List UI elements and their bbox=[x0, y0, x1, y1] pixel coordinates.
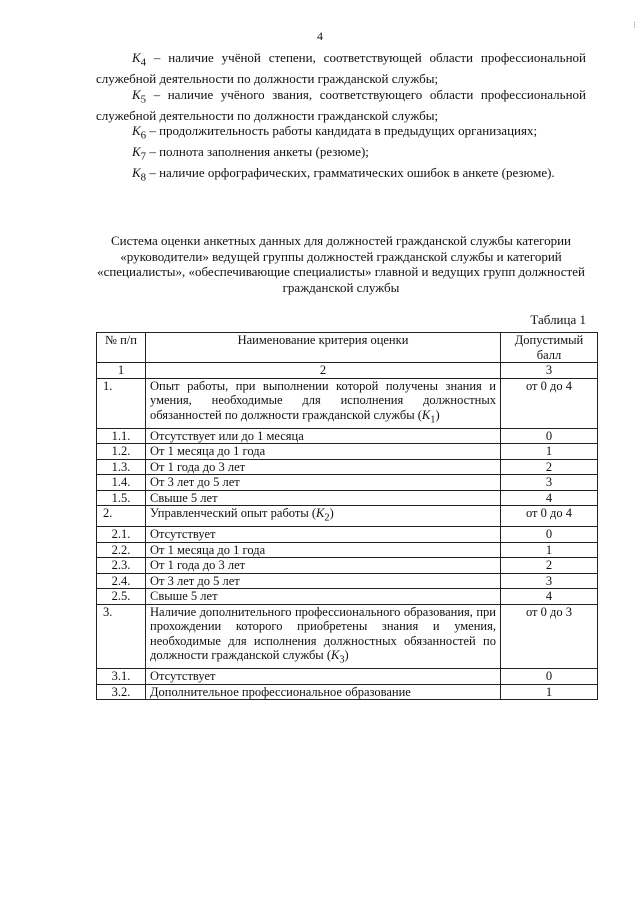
criterion-text: Наличие дополнительного профессионального образования, при прохождении которого приобретены знания и умения, необходимые для исполнения должностных обязанностей по должности гражданской службы ( bbox=[150, 604, 496, 662]
criteria-item bbox=[96, 165, 586, 186]
criteria-text: – наличие учёного звания, соответствующего области профессиональной служебной деятельности по должности гражданской службы; bbox=[96, 86, 586, 123]
table-row bbox=[97, 589, 598, 605]
criterion-text: От 1 года до 3 лет bbox=[150, 459, 246, 474]
row-score: 4 bbox=[501, 589, 598, 605]
table-row bbox=[97, 475, 598, 491]
row-number: 1.3. bbox=[97, 459, 146, 475]
row-criterion bbox=[146, 378, 501, 428]
criteria-text: – наличие учёной степени, соответствующей области профессиональной служебной деятельности по должности гражданской службы; bbox=[96, 50, 586, 87]
criteria-subscript: 6 bbox=[140, 129, 147, 142]
table-index-row bbox=[97, 363, 598, 379]
criterion-text: Отсутствует bbox=[150, 527, 216, 541]
row-number: 2.2. bbox=[97, 542, 146, 558]
table-row bbox=[97, 669, 598, 685]
row-criterion bbox=[146, 527, 501, 543]
criterion-tail: ) bbox=[344, 648, 349, 662]
row-score: 1 bbox=[501, 542, 598, 558]
row-score: 0 bbox=[501, 669, 598, 685]
criteria-subscript: 8 bbox=[140, 171, 147, 184]
row-number: 2.1. bbox=[97, 527, 146, 543]
row-criterion bbox=[146, 573, 501, 589]
row-score: 2 bbox=[501, 558, 598, 574]
row-number: 2. bbox=[97, 506, 146, 527]
criterion-text: От 1 месяца до 1 года bbox=[150, 444, 266, 458]
row-score: от 0 до 4 bbox=[501, 378, 598, 428]
row-number: 1.1. bbox=[97, 428, 146, 444]
criteria-symbol: K bbox=[132, 165, 141, 181]
table-row bbox=[97, 378, 598, 428]
row-criterion bbox=[146, 475, 501, 491]
table-header-row bbox=[97, 333, 598, 363]
table-row bbox=[97, 604, 598, 669]
table-row bbox=[97, 558, 598, 574]
criteria-item bbox=[96, 123, 586, 144]
header-score: Допустимый балл bbox=[501, 333, 598, 363]
scan-mark: ⁝ bbox=[633, 20, 636, 30]
criteria-text: – полнота заполнения анкеты (резюме); bbox=[146, 144, 369, 160]
table-row bbox=[97, 506, 598, 527]
criterion-text: От 1 месяца до 1 года bbox=[150, 542, 266, 557]
row-criterion bbox=[146, 506, 501, 527]
table-row bbox=[97, 428, 598, 444]
row-score: 0 bbox=[501, 428, 598, 444]
criterion-text: Управленческий опыт работы ( bbox=[150, 506, 317, 520]
criterion-subscript: 2 bbox=[324, 512, 330, 524]
row-criterion bbox=[146, 542, 501, 558]
table-row bbox=[97, 459, 598, 475]
index-score: 3 bbox=[501, 363, 598, 379]
page-number: 4 bbox=[317, 29, 323, 43]
index-name: 2 bbox=[146, 363, 501, 379]
criterion-text: Свыше 5 лет bbox=[150, 589, 218, 603]
row-criterion bbox=[146, 459, 501, 475]
criteria-item bbox=[96, 144, 586, 165]
criteria-subscript: 5 bbox=[140, 93, 147, 106]
row-number: 3. bbox=[97, 604, 146, 669]
criteria-list bbox=[96, 50, 586, 186]
header-name: Наименование критерия оценки bbox=[146, 333, 501, 363]
criterion-text: Отсутствует или до 1 месяца bbox=[150, 428, 304, 443]
row-score: от 0 до 4 bbox=[501, 506, 598, 527]
criteria-text: – продолжительность работы кандидата в предыдущих организациях; bbox=[146, 123, 538, 139]
row-number: 1.5. bbox=[97, 490, 146, 506]
criterion-text: От 3 лет до 5 лет bbox=[150, 573, 240, 588]
row-criterion bbox=[146, 604, 501, 669]
criterion-subscript: 1 bbox=[430, 414, 436, 425]
row-criterion bbox=[146, 444, 501, 460]
evaluation-table bbox=[96, 332, 598, 700]
row-score: 3 bbox=[501, 573, 598, 589]
row-criterion bbox=[146, 558, 501, 574]
row-number: 1.2. bbox=[97, 444, 146, 460]
criterion-symbol: K bbox=[331, 648, 340, 662]
table-row bbox=[97, 490, 598, 506]
criteria-item bbox=[96, 50, 586, 87]
row-criterion bbox=[146, 428, 501, 444]
criterion-text: От 1 года до 3 лет bbox=[150, 558, 246, 572]
criteria-symbol: K bbox=[132, 144, 141, 160]
table-row bbox=[97, 542, 598, 558]
criterion-text: Опыт работы, при выполнении которой получены знания и умения, необходимые для исполнения должностных обязанностей по должности гражданской службы ( bbox=[150, 378, 496, 422]
table-row bbox=[97, 684, 598, 700]
criteria-subscript: 7 bbox=[140, 150, 147, 163]
row-score: 3 bbox=[501, 475, 598, 491]
criterion-text: Отсутствует bbox=[150, 669, 216, 683]
criterion-symbol: K bbox=[316, 506, 325, 520]
table-row bbox=[97, 527, 598, 543]
criterion-text: От 3 лет до 5 лет bbox=[150, 475, 240, 489]
table-row bbox=[97, 573, 598, 589]
criterion-tail: ) bbox=[329, 506, 334, 520]
row-number: 3.1. bbox=[97, 669, 146, 685]
criterion-symbol: K bbox=[421, 407, 431, 422]
row-number: 2.5. bbox=[97, 589, 146, 605]
row-score: 4 bbox=[501, 490, 598, 506]
row-criterion bbox=[146, 684, 501, 700]
row-criterion bbox=[146, 490, 501, 506]
row-number: 1.4. bbox=[97, 475, 146, 491]
header-num: № п/п bbox=[97, 333, 146, 363]
row-criterion bbox=[146, 669, 501, 685]
row-number: 2.4. bbox=[97, 573, 146, 589]
row-score: от 0 до 3 bbox=[501, 604, 598, 669]
index-num: 1 bbox=[97, 363, 146, 379]
row-score: 1 bbox=[501, 684, 598, 700]
table-row bbox=[97, 444, 598, 460]
row-number: 2.3. bbox=[97, 558, 146, 574]
criteria-symbol: K bbox=[132, 50, 141, 65]
row-score: 2 bbox=[501, 459, 598, 475]
criterion-subscript: 3 bbox=[339, 654, 345, 666]
criterion-text: Свыше 5 лет bbox=[150, 490, 218, 505]
section-heading: Система оценки анкетных данных для должностей гражданской службы категории «руководители» ведущей группы должностей гражданской службы и категорий «специалисты», «обеспечивающие специалисты» главной и ведущих групп должностей гражданской службы bbox=[97, 233, 585, 295]
row-number: 1. bbox=[97, 378, 146, 428]
criteria-subscript: 4 bbox=[140, 56, 147, 69]
criteria-text: – наличие орфографических, грамматических ошибок в анкете (резюме). bbox=[146, 165, 555, 181]
criterion-tail: ) bbox=[435, 407, 440, 422]
row-criterion bbox=[146, 589, 501, 605]
row-score: 1 bbox=[501, 444, 598, 460]
table-caption: Таблица 1 bbox=[530, 312, 586, 327]
row-score: 0 bbox=[501, 527, 598, 543]
criterion-text: Дополнительное профессиональное образование bbox=[150, 684, 411, 699]
criteria-symbol: K bbox=[132, 86, 141, 102]
row-number: 3.2. bbox=[97, 684, 146, 700]
criteria-symbol: K bbox=[132, 123, 141, 139]
criteria-item bbox=[96, 87, 586, 124]
